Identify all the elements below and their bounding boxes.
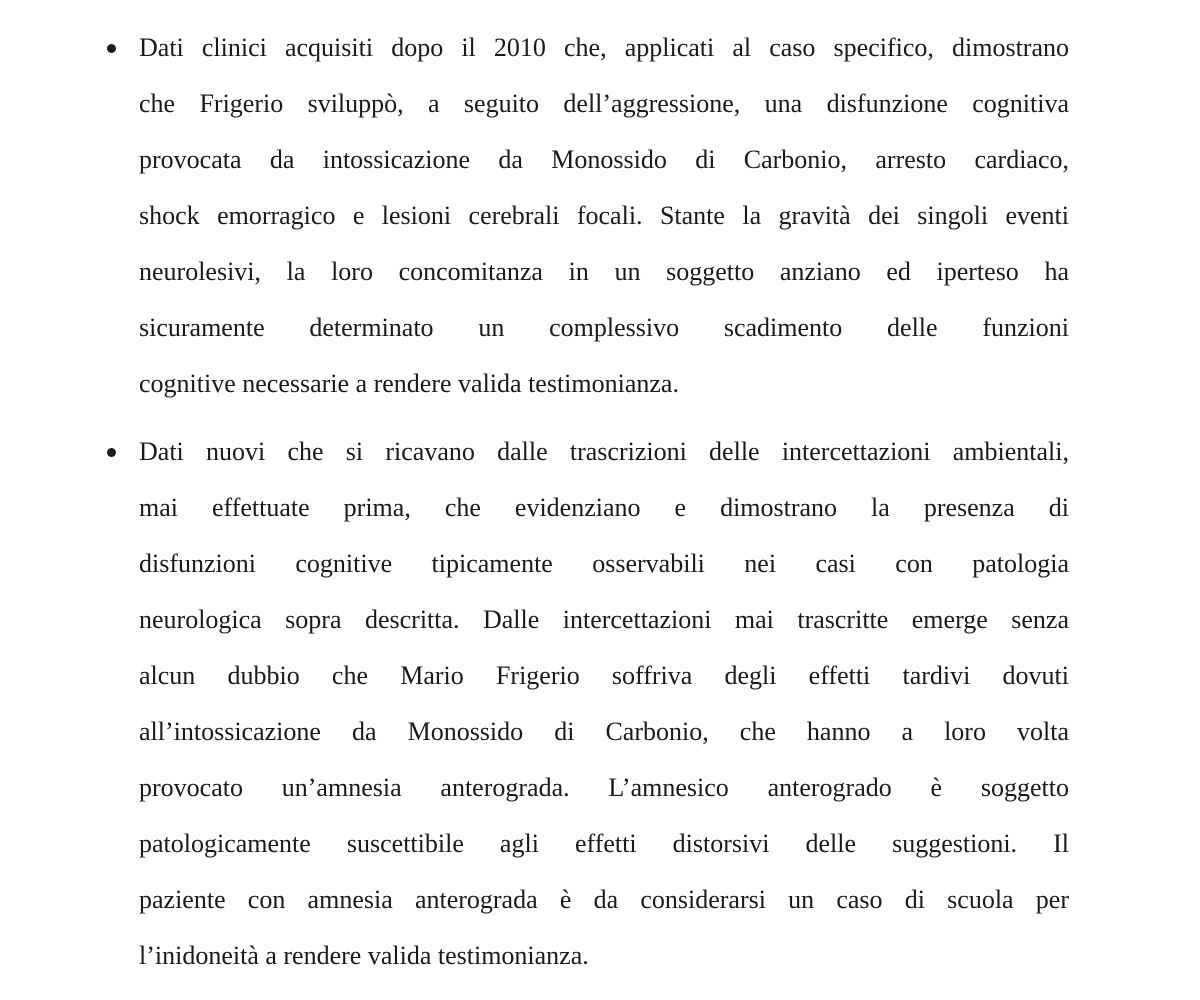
text-line: provocato un’amnesia anterograda. L’amnesico anterogrado è soggetto (139, 773, 1069, 802)
text-line: paziente con amnesia anterograda è da considerarsi un caso di scuola per (139, 885, 1069, 914)
text-line: mai effettuate prima, che evidenziano e dimostrano la presenza di (139, 493, 1069, 522)
text-line: disfunzioni cognitive tipicamente osservabili nei casi con patologia (139, 549, 1069, 578)
text-line: all’intossicazione da Monossido di Carbonio, che hanno a loro volta (139, 717, 1069, 746)
text-line: Dati clinici acquisiti dopo il 2010 che, applicati al caso specifico, dimostrano (139, 33, 1069, 62)
text-line: neurolesivi, la loro concomitanza in un soggetto anziano ed iperteso ha (139, 257, 1069, 286)
text-line: neurologica sopra descritta. Dalle intercettazioni mai trascritte emerge senza (139, 605, 1069, 634)
text-line: sicuramente determinato un complessivo scadimento delle funzioni (139, 313, 1069, 342)
text-line: che Frigerio sviluppò, a seguito dell’aggressione, una disfunzione cognitiva (139, 89, 1069, 118)
text-line: Dati nuovi che si ricavano dalle trascrizioni delle intercettazioni ambientali, (139, 437, 1069, 466)
text-line: alcun dubbio che Mario Frigerio soffriva degli effetti tardivi dovuti (139, 661, 1069, 690)
text-line: provocata da intossicazione da Monossido di Carbonio, arresto cardiaco, (139, 145, 1069, 174)
text-line: patologicamente suscettibile agli effetti distorsivi delle suggestioni. Il (139, 829, 1069, 858)
bullet-dot (107, 44, 116, 53)
text-line: shock emorragico e lesioni cerebrali focali. Stante la gravità dei singoli eventi (139, 201, 1069, 230)
text-line: cognitive necessarie a rendere valida testimonianza. (139, 369, 679, 398)
text-line: l’inidoneità a rendere valida testimonianza. (139, 941, 589, 970)
bullet-dot (107, 448, 116, 457)
